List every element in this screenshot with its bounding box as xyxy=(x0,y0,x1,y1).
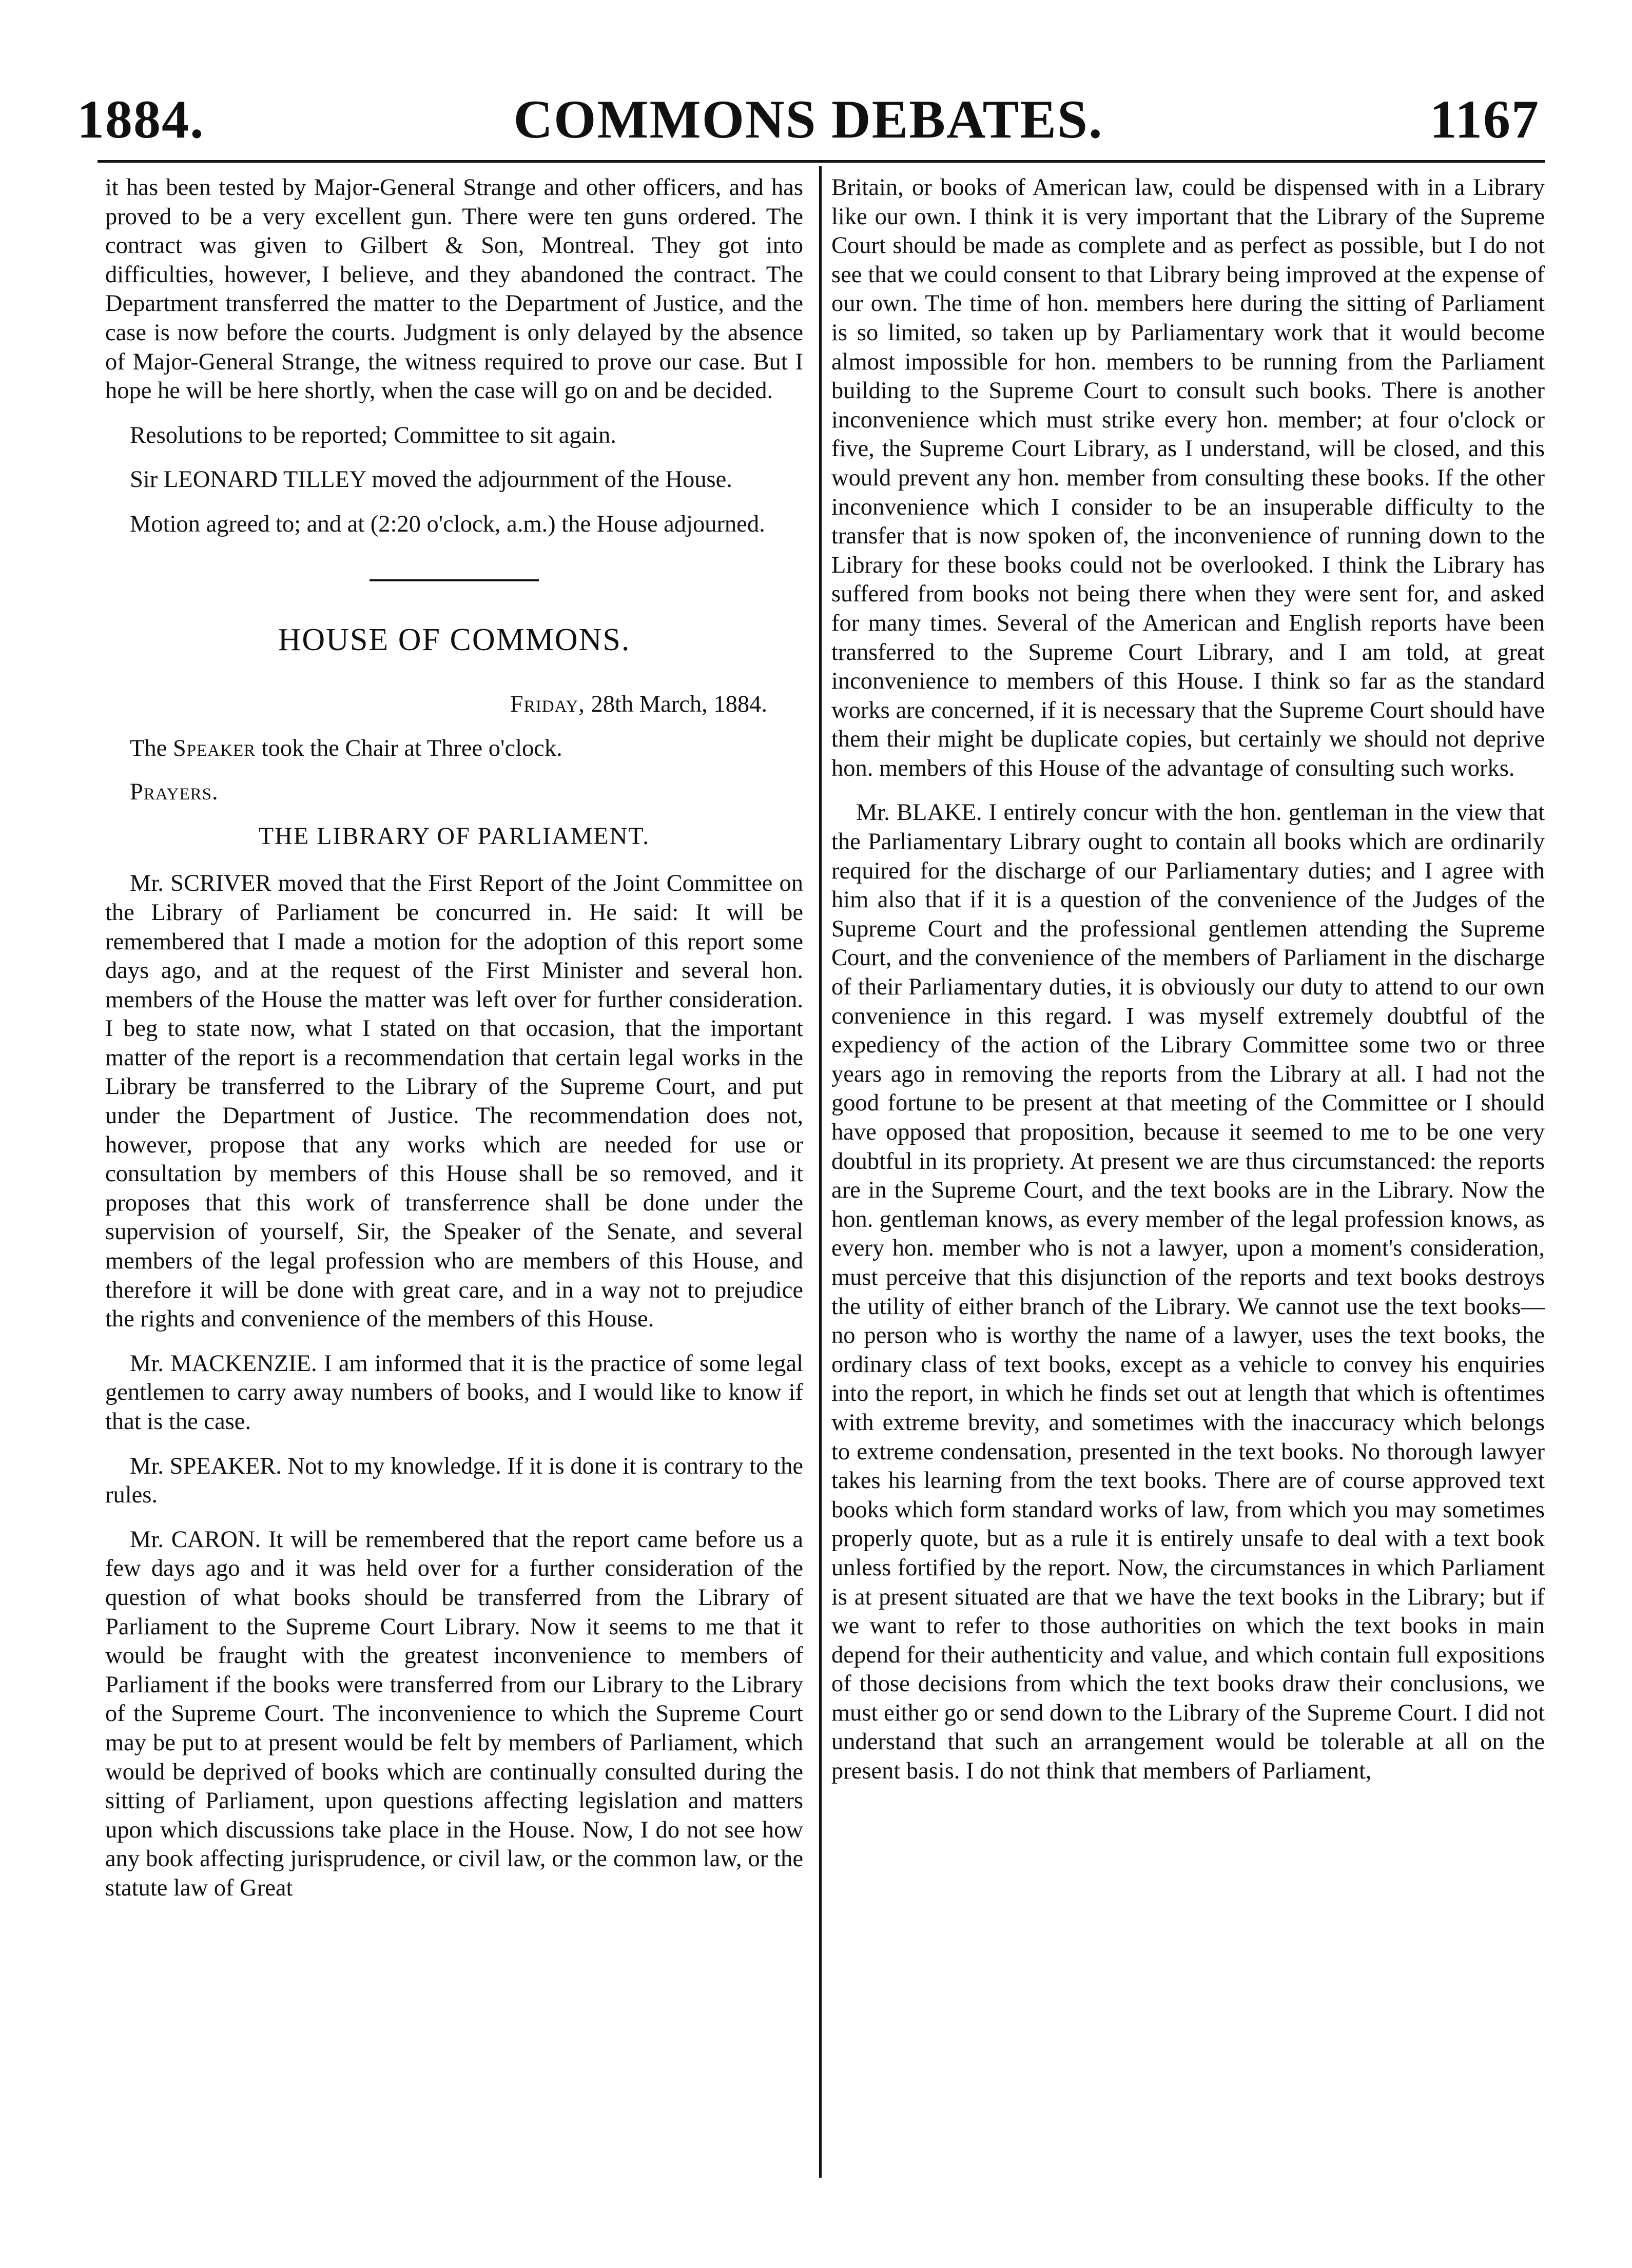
speaker-post: took the Chair at Three o'clock. xyxy=(261,735,562,762)
dateline xyxy=(105,690,803,719)
speaker-word: Speaker xyxy=(172,735,256,762)
prayers-line: Prayers. xyxy=(130,778,219,805)
paragraph: Mr. SCRIVER moved that the First Report of the Joint Committee on the Library of Parliament be concurred in. He said: It will be remembered that I made a motion for the adoption of this report some days ago, and at the request of the First Minister and several hon. members of the House the matter was left over for further consideration. I beg to state now, what I stated on that occasion, that the important matter of the report is a recommendation that certain legal works in the Library be transferred to the Library of the Supreme Court, and put under the Department of Justice. The recommendation does not, however, propose that any works which are needed for use or consultation by members of this House shall be so removed, and it proposes that this work of transferrence shall be done under the supervision of yourself, Sir, the Speaker of the Senate, and several members of the legal profession who are members of this House, and therefore it will be done with great care, and in a way not to prejudice the rights and convenience of the members of this House. xyxy=(105,870,803,1333)
header-page-number: 1167 xyxy=(1429,89,1540,149)
paragraph: Resolutions to be reported; Committee to sit again. xyxy=(130,422,616,448)
paragraph: Mr. SPEAKER. Not to my knowledge. If it is done it is contrary to the rules. xyxy=(105,1453,803,1509)
speaker-pre: The xyxy=(130,735,167,762)
section-title: HOUSE OF COMMONS. xyxy=(278,622,631,657)
left-column xyxy=(105,173,803,2190)
paragraph: Motion agreed to; and at (2:20 o'clock, a.m.) the House adjourned. xyxy=(130,511,765,537)
column-divider xyxy=(819,166,822,2178)
paragraph: Sir LEONARD TILLEY moved the adjournment of the House. xyxy=(130,466,732,493)
right-column xyxy=(831,173,1545,2190)
paragraph: Britain, or books of American law, could be dispensed with in a Library like our own. I think it is very important that the Library of the Supreme Court should be made as complete and as perfect as possible, but I do not see that we could consent to that Library being improved at the expense of our own. The time of hon. members here during the sitting of Parliament is so limited, so taken up by Parliamentary work that it would become almost impossible for hon. members to be running from the Parliament building to the Supreme Court to consult such books. There is another inconvenience which must strike every hon. member; at four o'clock or five, the Supreme Court Library, as I understand, will be closed, and this would prevent any hon. member from consulting these books. If the other inconvenience which I consider to be an insuperable difficulty to the transfer that is now spoken of, the inconvenience of running down to the Library for these books could not be overlooked. I think the Library has suffered from books not being there when they were sent for, and asked for many times. Several of the American and English reports have been transferred to the Supreme Court Library, and I am told, at great inconvenience to members of this House. I think so far as the standard works are concerned, if it is necessary that the Supreme Court should have them their might be duplicate copies, but certainly we should not deprive hon. members of this House of the advantage of consulting such works. xyxy=(831,174,1545,781)
dateline-day: Friday, xyxy=(510,691,585,717)
paragraph: Mr. MACKENZIE. I am informed that it is the practice of some legal gentlemen to carry away numbers of books, and I would like to know if that is the case. xyxy=(105,1350,803,1435)
header-year: 1884. xyxy=(77,89,205,149)
dateline-date: 28th March, 1884. xyxy=(591,691,767,717)
paragraph: Mr. BLAKE. I entirely concur with the hon. gentleman in the view that the Parliamentary Library ought to contain all books which are ordinarily required for the discharge of our Parliamentary duties; and I agree with him also that if it is a question of the convenience of the Judges of the Supreme Court and the professional gentlemen attending the Supreme Court, and the convenience of the members of Parliament in the discharge of their Parliamentary duties, it is obviously our duty to attend to our own convenience in this regard. I was myself extremely doubtful of the expediency of the action of the Library Committee some two or three years ago in removing the reports from the Library at all. I had not the good fortune to be present at that meeting of the Committee or I should have opposed that proposition, because it seemed to me to be one very doubtful in its propriety. At present we are thus circumstanced: the reports are in the Supreme Court, and the text books are in the Library. Now the hon. gentleman knows, as every member of the legal profession knows, as every hon. member who is not a lawyer, upon a moment's consideration, must perceive that this disjunction of the reports and text books destroys the utility of either branch of the Library. We cannot use the text books—no person who is worthy the name of a lawyer, uses the text books, the ordinary class of text books, except as a vehicle to convey his enquiries into the report, in which he finds set out at length that which is oftentimes with extreme brevity, and sometimes with the inaccuracy which belongs to extreme condensation, presented in the text books. No thorough lawyer takes his learning from the text books. There are of course approved text books which form standard works of law, from which you may sometimes properly quote, but as a rule it is entirely unsafe to deal with a text book unless fortified by the report. Now, the circumstances in which Parliament is at present situated are that we have the text books in the Library; but if we want to refer to those authorities on which the text books in main depend for their authenticity and value, and which contain full expositions of those decisions from which the text books draw their conclusions, we must either go or send down to the Library of the Supreme Court. I did not understand that such an arrangement would be tolerable at all on the present basis. I do not think that members of Parliament, xyxy=(831,799,1545,1785)
section-separator xyxy=(370,579,539,581)
paragraph: it has been tested by Major-General Strange and other officers, and has proved to be a very excellent gun. There were ten guns ordered. The contract was given to Gilbert & Son, Montreal. They got into difficulties, however, I believe, and they abandoned the contract. The Department transferred the matter to the Department of Justice, and the case is now before the courts. Judgment is only delayed by the absence of Major-General Strange, the witness required to prove our case. But I hope he will be here shortly, when the case will go on and be decided. xyxy=(105,174,803,404)
subsection-title: THE LIBRARY OF PARLIAMENT. xyxy=(258,823,650,850)
header-rule xyxy=(98,160,1545,163)
header-title: COMMONS DEBATES. xyxy=(513,89,1103,149)
paragraph: Mr. CARON. It will be remembered that the report came before us a few days ago and it was held over for a further consideration of the question of what books should be transferred from the Library of Parliament to the Supreme Court Library. Now it seems to me that it would be fraught with the greatest inconvenience to members of Parliament if the books were transferred from our Library to the Library of the Supreme Court. The inconvenience to which the Supreme Court may be put to at present would be felt by members of Parliament, which would be deprived of books which are continually consulted during the sitting of Parliament, upon questions affecting legislation and matters upon which discussions take place in the House. Now, I do not see how any book affecting jurisprudence, or civil law, or the common law, or the statute law of Great xyxy=(105,1526,803,1901)
speaker-chair-line xyxy=(105,734,803,764)
page-header xyxy=(77,86,1540,163)
